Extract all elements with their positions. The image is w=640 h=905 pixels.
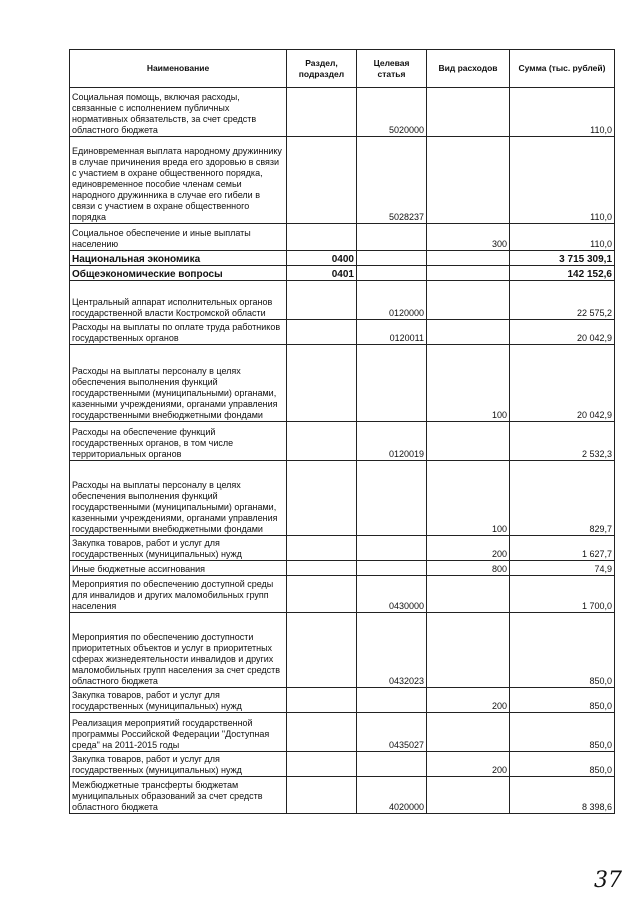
cell-name: Реализация мероприятий государственной программы Российской Федерации "Доступная среда" на 2011-2015 годы	[70, 713, 287, 752]
cell-type: 800	[427, 561, 510, 576]
cell-name: Иные бюджетные ассигнования	[70, 561, 287, 576]
cell-sum: 1 700,0	[510, 576, 615, 613]
cell-target: 0120019	[357, 422, 427, 461]
cell-type	[427, 422, 510, 461]
cell-name: Национальная экономика	[70, 251, 287, 266]
cell-target	[357, 224, 427, 251]
cell-section	[287, 224, 357, 251]
cell-sum: 74,9	[510, 561, 615, 576]
header-sum: Сумма (тыс. рублей)	[510, 50, 615, 88]
header-type: Вид расходов	[427, 50, 510, 88]
cell-section	[287, 88, 357, 137]
header-target: Целевая статья	[357, 50, 427, 88]
cell-section	[287, 320, 357, 345]
cell-type	[427, 320, 510, 345]
cell-target: 0430000	[357, 576, 427, 613]
cell-type: 300	[427, 224, 510, 251]
cell-sum: 850,0	[510, 713, 615, 752]
cell-name: Социальное обеспечение и иные выплаты населению	[70, 224, 287, 251]
table-header-row	[70, 50, 615, 88]
cell-sum: 850,0	[510, 613, 615, 688]
cell-name: Единовременная выплата народному дружиннику в случае причинения вреда его здоровью в связи с участием в охране общественного порядка, единовременное пособие членам семьи народного дружинника в случае его гибели в связи с участием в охране общественного порядка	[70, 137, 287, 224]
cell-sum: 2 532,3	[510, 422, 615, 461]
cell-section	[287, 777, 357, 814]
cell-target	[357, 536, 427, 561]
cell-target	[357, 266, 427, 281]
table-row	[70, 266, 615, 281]
table-row	[70, 320, 615, 345]
cell-target: 0435027	[357, 713, 427, 752]
cell-type: 100	[427, 461, 510, 536]
cell-type	[427, 713, 510, 752]
table-row	[70, 752, 615, 777]
cell-type	[427, 88, 510, 137]
cell-sum: 8 398,6	[510, 777, 615, 814]
cell-type	[427, 281, 510, 320]
header-name: Наименование	[70, 50, 287, 88]
cell-name: Закупка товаров, работ и услуг для государственных (муниципальных) нужд	[70, 536, 287, 561]
cell-sum: 22 575,2	[510, 281, 615, 320]
cell-sum: 110,0	[510, 137, 615, 224]
cell-name: Мероприятия по обеспечению доступности приоритетных объектов и услуг в приоритетных сферах жизнедеятельности инвалидов и других маломобильных групп населения за счет средств областного бюджета	[70, 613, 287, 688]
cell-target	[357, 461, 427, 536]
table-body	[70, 88, 615, 814]
cell-sum: 3 715 309,1	[510, 251, 615, 266]
cell-target	[357, 752, 427, 777]
cell-type: 200	[427, 688, 510, 713]
cell-sum: 850,0	[510, 752, 615, 777]
cell-name: Социальная помощь, включая расходы, связанные с исполнением публичных нормативных обязательств, за счет средств областного бюджета	[70, 88, 287, 137]
table-row	[70, 713, 615, 752]
cell-target: 0120011	[357, 320, 427, 345]
cell-target: 0432023	[357, 613, 427, 688]
cell-section	[287, 137, 357, 224]
header-section: Раздел, подраздел	[287, 50, 357, 88]
table-row	[70, 777, 615, 814]
cell-type	[427, 251, 510, 266]
cell-sum: 142 152,6	[510, 266, 615, 281]
cell-section: 0401	[287, 266, 357, 281]
cell-name: Центральный аппарат исполнительных органов государственной власти Костромской области	[70, 281, 287, 320]
table-row	[70, 224, 615, 251]
cell-name: Расходы на выплаты персоналу в целях обеспечения выполнения функций государственными (муниципальными) органами, казенными учреждениями, органами управления государственными внебюджетными фондами	[70, 345, 287, 422]
table-row	[70, 688, 615, 713]
cell-target: 0120000	[357, 281, 427, 320]
cell-type	[427, 613, 510, 688]
cell-target	[357, 561, 427, 576]
cell-section	[287, 281, 357, 320]
cell-type: 200	[427, 536, 510, 561]
cell-section	[287, 713, 357, 752]
cell-name: Закупка товаров, работ и услуг для государственных (муниципальных) нужд	[70, 752, 287, 777]
cell-target	[357, 688, 427, 713]
table-row	[70, 422, 615, 461]
cell-target	[357, 345, 427, 422]
cell-target: 4020000	[357, 777, 427, 814]
cell-type: 100	[427, 345, 510, 422]
table-row	[70, 536, 615, 561]
cell-sum: 1 627,7	[510, 536, 615, 561]
table-row	[70, 613, 615, 688]
cell-type	[427, 576, 510, 613]
cell-name: Закупка товаров, работ и услуг для государственных (муниципальных) нужд	[70, 688, 287, 713]
table-row	[70, 561, 615, 576]
cell-sum: 20 042,9	[510, 345, 615, 422]
cell-section	[287, 688, 357, 713]
cell-name: Расходы на выплаты по оплате труда работников государственных органов	[70, 320, 287, 345]
cell-name: Межбюджетные трансферты бюджетам муниципальных образований за счет средств областного бюджета	[70, 777, 287, 814]
cell-name: Расходы на обеспечение функций государственных органов, в том числе территориальных органов	[70, 422, 287, 461]
cell-section	[287, 345, 357, 422]
cell-type	[427, 777, 510, 814]
cell-section	[287, 752, 357, 777]
cell-sum: 829,7	[510, 461, 615, 536]
cell-section	[287, 536, 357, 561]
cell-sum: 20 042,9	[510, 320, 615, 345]
cell-section: 0400	[287, 251, 357, 266]
table-row	[70, 251, 615, 266]
cell-target: 5020000	[357, 88, 427, 137]
cell-type	[427, 137, 510, 224]
cell-sum: 850,0	[510, 688, 615, 713]
cell-name: Общеэкономические вопросы	[70, 266, 287, 281]
cell-section	[287, 613, 357, 688]
cell-target: 5028237	[357, 137, 427, 224]
cell-type: 200	[427, 752, 510, 777]
cell-section	[287, 422, 357, 461]
cell-target	[357, 251, 427, 266]
cell-section	[287, 461, 357, 536]
table-row	[70, 345, 615, 422]
table-row	[70, 461, 615, 536]
cell-sum: 110,0	[510, 88, 615, 137]
table-row	[70, 137, 615, 224]
table-row	[70, 281, 615, 320]
cell-sum: 110,0	[510, 224, 615, 251]
cell-section	[287, 561, 357, 576]
cell-type	[427, 266, 510, 281]
page-number: 37	[594, 868, 622, 893]
cell-name: Расходы на выплаты персоналу в целях обеспечения выполнения функций государственными (муниципальными) органами, казенными учреждениями, органами управления государственными внебюджетными фондами	[70, 461, 287, 536]
table-row	[70, 576, 615, 613]
budget-table	[69, 49, 615, 814]
cell-section	[287, 576, 357, 613]
cell-name: Мероприятия по обеспечению доступной среды для инвалидов и других маломобильных групп населения	[70, 576, 287, 613]
table-row	[70, 88, 615, 137]
